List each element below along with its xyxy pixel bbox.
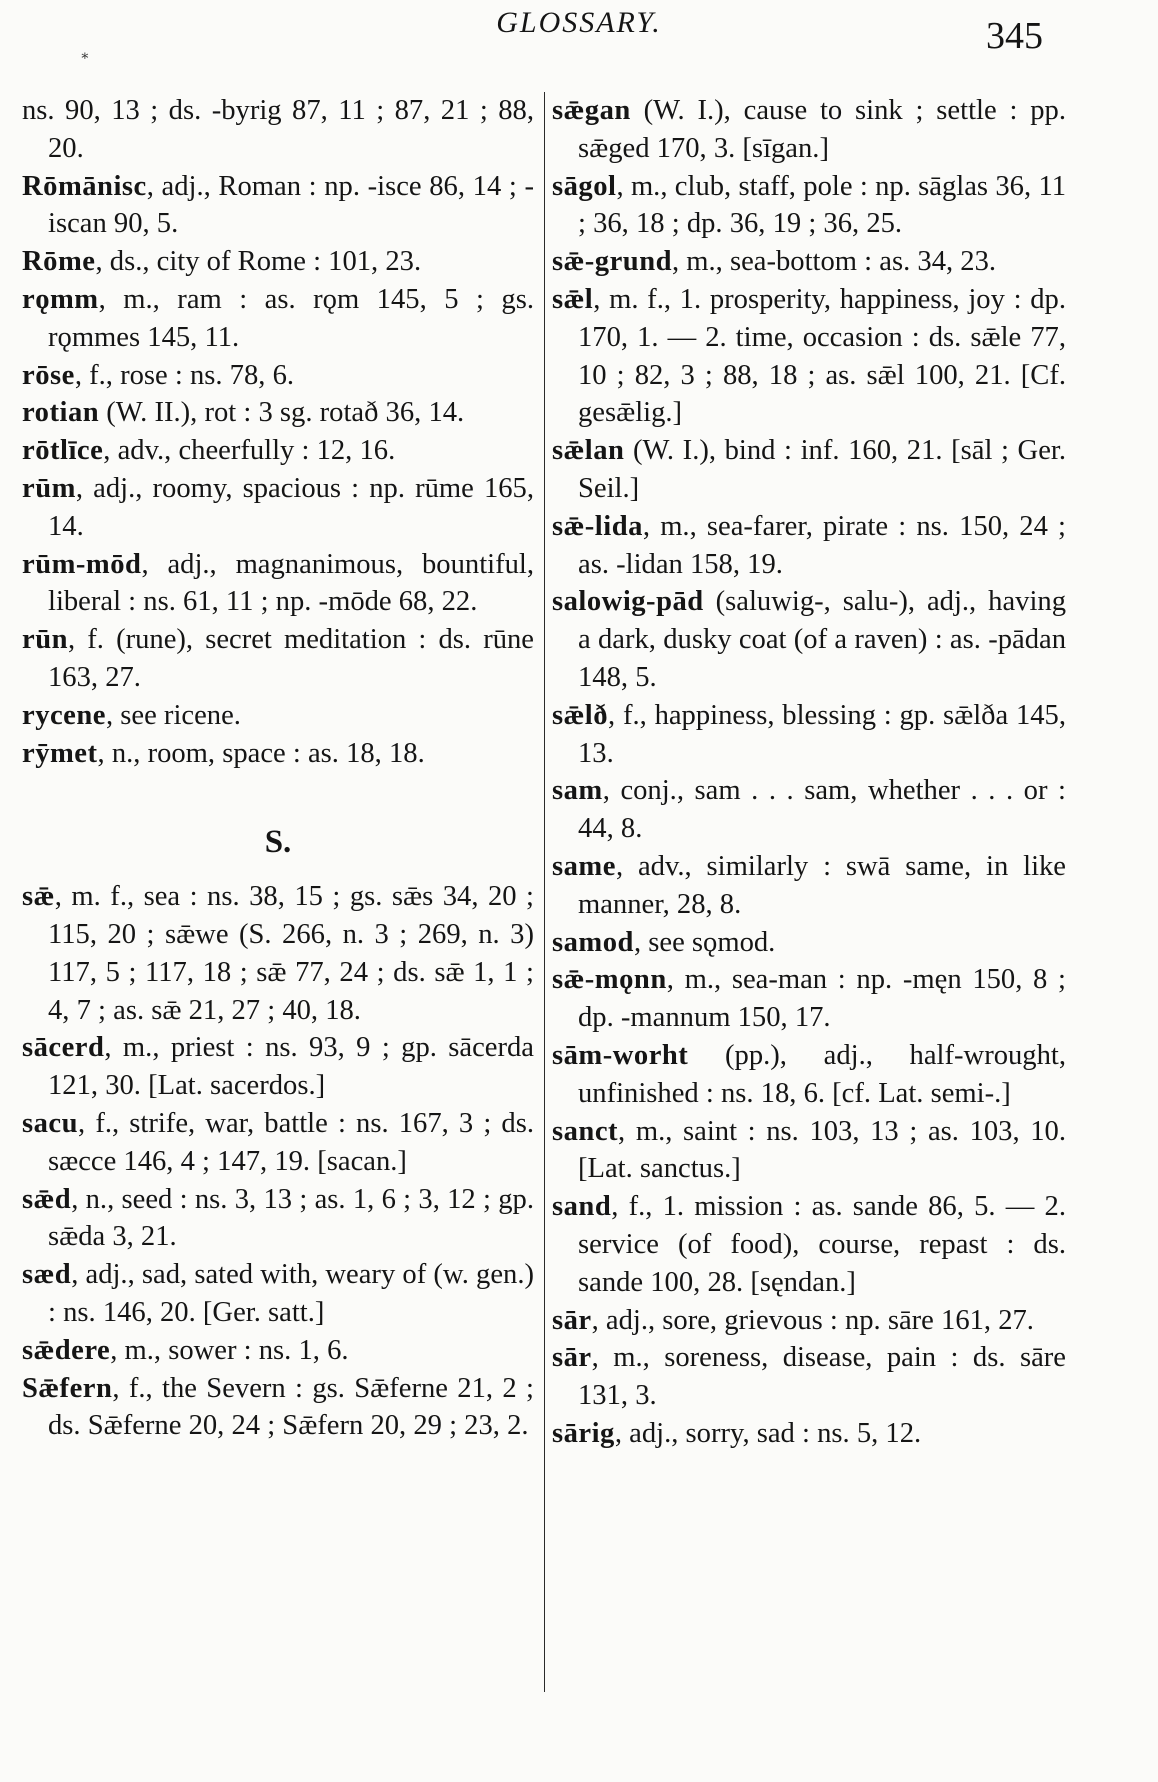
entry-headword: rōse bbox=[22, 359, 75, 391]
left-entries bbox=[22, 92, 534, 772]
entry-headword: sǣ-mǫnn bbox=[552, 964, 667, 996]
entry-headword: salowig-pād bbox=[552, 586, 704, 618]
entry-definition: , m., priest : ns. 93, 9 ; gp. sācerda 121, 30. [Lat. sacerdos.] bbox=[48, 1032, 534, 1102]
entry-headword: sǣdere bbox=[22, 1334, 111, 1366]
entry-definition: , m. f., sea : ns. 38, 15 ; gs. sǣs 34, 20 ; 115, 20 ; sǣwe (S. 266, n. 3 ; 269, n. 3) 117, 5 ; 117, 18 ; sǣ 77, 24 ; ds. sǣ 1, 1 ; 4, 7 ; as. sǣ 21, 27 ; 40, 18. bbox=[48, 881, 534, 1026]
right-entries bbox=[552, 92, 1066, 1453]
glossary-entry bbox=[22, 1332, 534, 1370]
entry-definition: , m., soreness, disease, pain : ds. sāre 131, 3. bbox=[578, 1342, 1066, 1412]
entry-headword: sacu bbox=[22, 1107, 79, 1139]
entry-headword: sand bbox=[552, 1191, 612, 1223]
entry-headword: sǣl bbox=[552, 283, 594, 315]
entry-definition: , adj., sore, grievous : np. sāre 161, 27. bbox=[591, 1304, 1034, 1336]
glossary-entry bbox=[552, 1339, 1066, 1415]
entry-definition: , adv., similarly : swā same, in like manner, 28, 8. bbox=[578, 850, 1066, 920]
entry-definition: (W. I.), bind : inf. 160, 21. [sāl ; Ger. Seil.] bbox=[578, 435, 1066, 504]
entry-definition: , see sǫmod. bbox=[633, 926, 776, 958]
glossary-entry bbox=[22, 1181, 534, 1257]
glossary-entry bbox=[552, 168, 1066, 244]
glossary-entry bbox=[22, 432, 534, 470]
entry-headword: sārig bbox=[552, 1417, 615, 1449]
entry-headword: Rōmānisc bbox=[22, 170, 147, 202]
glossary-entry bbox=[22, 470, 534, 546]
entry-definition: , f., happiness, blessing : gp. sǣlða 145, 13. bbox=[578, 699, 1066, 769]
glossary-entry bbox=[552, 281, 1066, 432]
entry-definition: , adj., sad, sated with, weary of (w. gen.) : ns. 146, 20. [Ger. satt.] bbox=[48, 1259, 534, 1328]
entry-headword: sǣlan bbox=[552, 435, 625, 467]
entry-headword: rotian bbox=[22, 397, 100, 429]
glossary-entry bbox=[22, 1029, 534, 1105]
glossary-entry bbox=[552, 432, 1066, 508]
entry-headword: sǣ bbox=[22, 881, 55, 913]
glossary-entry bbox=[22, 546, 534, 622]
entry-definition: , n., room, space : as. 18, 18. bbox=[97, 737, 425, 769]
entry-headword: same bbox=[552, 850, 616, 882]
glossary-entry bbox=[552, 243, 1066, 281]
entry-definition: , f., strife, war, battle : ns. 167, 3 ; ds. sæcce 146, 4 ; 147, 19. [sacan.] bbox=[48, 1107, 534, 1177]
glossary-entry bbox=[22, 394, 534, 432]
entry-definition: , m., saint : ns. 103, 13 ; as. 103, 10. [Lat. sanctus.] bbox=[578, 1115, 1066, 1185]
glossary-entry bbox=[22, 1370, 534, 1446]
entry-definition: , m., sea-man : np. -męn 150, 8 ; dp. -mannum 150, 17. bbox=[578, 964, 1066, 1034]
entry-definition: , m., sea-farer, pirate : ns. 150, 24 ; as. -lidan 158, 19. bbox=[578, 510, 1066, 580]
running-head: GLOSSARY. bbox=[496, 6, 662, 39]
glossary-entry bbox=[552, 508, 1066, 584]
glossary-entry bbox=[22, 697, 534, 735]
entry-headword: sǣ-grund bbox=[552, 246, 672, 278]
glossary-entry bbox=[552, 583, 1066, 696]
section-letter: S. bbox=[264, 824, 292, 861]
glossary-entry bbox=[552, 772, 1066, 848]
glossary-entry bbox=[552, 1415, 1066, 1453]
entry-definition: , adj., magnanimous, bountiful, liberal : ns. 61, 11 ; np. -mōde 68, 22. bbox=[48, 548, 534, 618]
entry-headword: sæd bbox=[22, 1259, 72, 1291]
entry-headword: rǫmm bbox=[22, 283, 99, 315]
entry-definition: , n., seed : ns. 3, 13 ; as. 1, 6 ; 3, 12 ; gp. sǣda 3, 21. bbox=[48, 1183, 534, 1253]
glossary-entry bbox=[22, 621, 534, 697]
entry-definition: ns. 90, 13 ; ds. -byrig 87, 11 ; 87, 21 ; 88, 20. bbox=[22, 95, 534, 164]
glossary-entry bbox=[22, 1105, 534, 1181]
entry-definition: , m., ram : as. rǫm 145, 5 ; gs. rǫmmes 145, 11. bbox=[48, 283, 534, 353]
entry-definition: (saluwig-, salu-), adj., having a dark, dusky coat (of a raven) : as. -pādan 148, 5. bbox=[578, 586, 1066, 693]
page-number: 345 bbox=[986, 15, 1043, 57]
left-column bbox=[22, 92, 534, 1445]
glossary-entry bbox=[22, 878, 534, 1029]
entry-headword: rȳmet bbox=[22, 737, 98, 769]
entry-headword: sanct bbox=[552, 1115, 619, 1147]
print-speck: ∗ bbox=[80, 48, 90, 64]
entry-definition: , m., club, staff, pole : np. sāglas 36, 11 ; 36, 18 ; dp. 36, 19 ; 36, 25. bbox=[578, 170, 1066, 240]
column-divider bbox=[544, 92, 545, 1692]
entry-definition: , adj., Roman : np. -isce 86, 14 ; -iscan 90, 5. bbox=[48, 170, 534, 240]
entry-headword: rycene bbox=[22, 699, 106, 731]
entry-headword: sǣlð bbox=[552, 699, 609, 731]
glossary-entry bbox=[22, 281, 534, 357]
entry-definition: , adj., sorry, sad : ns. 5, 12. bbox=[614, 1417, 922, 1449]
entry-definition: , see ricene. bbox=[105, 699, 241, 731]
entry-headword: rūm-mōd bbox=[22, 548, 142, 580]
entry-headword: rūm bbox=[22, 472, 76, 504]
glossary-entry bbox=[552, 697, 1066, 773]
left-section-entries bbox=[22, 878, 534, 1445]
glossary-entry bbox=[552, 924, 1066, 962]
entry-definition: , conj., sam . . . sam, whether . . . or : 44, 8. bbox=[578, 775, 1066, 845]
entry-definition: , f., 1. mission : as. sande 86, 5. — 2. service (of food), course, repast : ds. sande 100, 28. [sęndan.] bbox=[578, 1191, 1066, 1298]
glossary-entry bbox=[22, 357, 534, 395]
entry-headword: samod bbox=[552, 926, 634, 958]
entry-definition: , f. (rune), secret meditation : ds. rūne 163, 27. bbox=[48, 624, 534, 693]
glossary-entry bbox=[552, 92, 1066, 168]
entry-headword: sār bbox=[552, 1342, 592, 1374]
entry-definition: , m., sea-bottom : as. 34, 23. bbox=[672, 246, 997, 278]
entry-headword: sāgol bbox=[552, 170, 617, 202]
glossary-entry bbox=[552, 1188, 1066, 1301]
glossary-entry bbox=[22, 243, 534, 281]
entry-headword: Rōme bbox=[22, 246, 96, 278]
entry-definition: , ds., city of Rome : 101, 23. bbox=[95, 246, 422, 278]
right-column bbox=[552, 92, 1066, 1453]
entry-definition: , f., rose : ns. 78, 6. bbox=[74, 359, 295, 391]
glossary-entry bbox=[552, 1037, 1066, 1113]
glossary-entry bbox=[552, 1302, 1066, 1340]
glossary-entry bbox=[22, 168, 534, 244]
entry-headword: Sǣfern bbox=[22, 1372, 113, 1404]
entry-headword: sam bbox=[552, 775, 603, 807]
entry-headword: sǣd bbox=[22, 1183, 72, 1215]
entry-headword: sācerd bbox=[22, 1032, 105, 1064]
entry-headword: sǣgan bbox=[552, 95, 631, 126]
entry-headword: sǣ-lida bbox=[552, 510, 643, 542]
glossary-entry bbox=[22, 92, 534, 168]
entry-definition: (pp.), adj., half-wrought, unfinished : ns. 18, 6. [cf. Lat. semi-.] bbox=[578, 1039, 1066, 1109]
entry-definition: , f., the Severn : gs. Sǣferne 21, 2 ; ds. Sǣferne 20, 24 ; Sǣfern 20, 29 ; 23, 2. bbox=[48, 1372, 534, 1442]
entry-definition: (W. II.), rot : 3 sg. rotað 36, 14. bbox=[99, 397, 465, 429]
glossary-entry bbox=[552, 1113, 1066, 1189]
entry-headword: rōtlīce bbox=[22, 435, 104, 467]
entry-headword: rūn bbox=[22, 624, 68, 656]
entry-definition: , adv., cheerfully : 12, 16. bbox=[103, 435, 396, 467]
glossary-entry bbox=[22, 1256, 534, 1332]
entry-definition: (W. I.), cause to sink ; settle : pp. sǣged 170, 3. [sīgan.] bbox=[578, 95, 1066, 164]
entry-headword: sār bbox=[552, 1304, 592, 1336]
entry-headword: sām-worht bbox=[552, 1039, 689, 1071]
entry-definition: , m., sower : ns. 1, 6. bbox=[110, 1334, 349, 1366]
glossary-entry bbox=[552, 848, 1066, 924]
glossary-entry bbox=[552, 961, 1066, 1037]
entry-definition: , m. f., 1. prosperity, happiness, joy : dp. 170, 1. — 2. time, occasion : ds. sǣle 77, 10 ; 82, 3 ; 88, 18 ; as. sǣl 100, 21. [Cf. gesǣlig.] bbox=[578, 283, 1066, 429]
entry-definition: , adj., roomy, spacious : np. rūme 165, 14. bbox=[48, 472, 534, 542]
glossary-entry bbox=[22, 735, 534, 773]
